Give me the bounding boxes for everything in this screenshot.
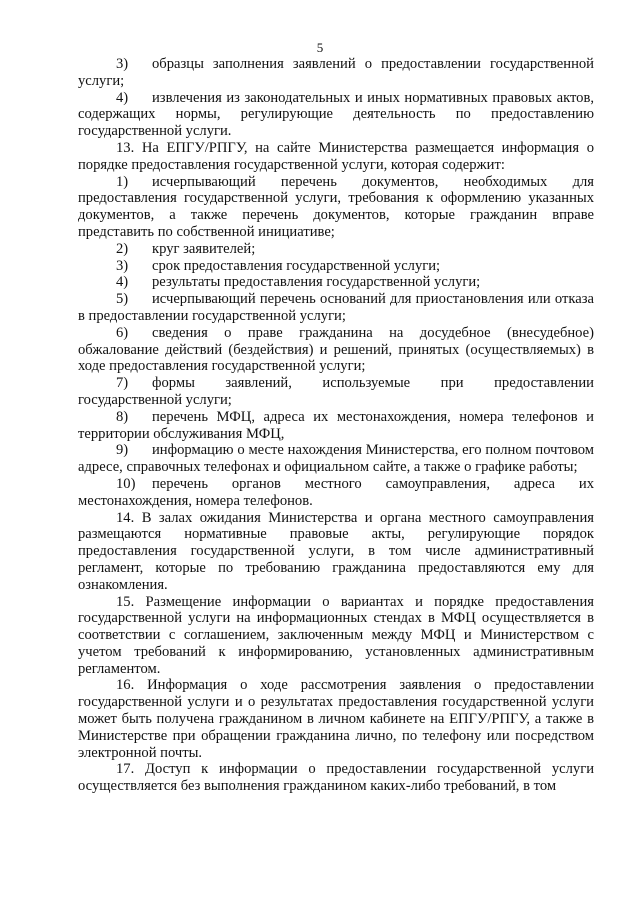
list-item-number: 10) (116, 475, 136, 492)
list-item (78, 325, 594, 375)
page-number: 5 (316, 40, 324, 55)
list-item-number: 4) (116, 274, 129, 291)
list-item-text: круг заявителей; (152, 240, 256, 257)
list-item-text: информацию о месте нахождения Министерства, его полном почтовом адресе, справочных телефонах и официальном сайте, а также о графике работы; (78, 442, 594, 476)
list-item-text: сведения о праве гражданина на досудебное (внесудебное) обжалование действий (бездействия) и решений, принятых (осуществляемых) в ходе предоставления государственной услуги; (78, 324, 594, 375)
list-item-text: перечень органов местного самоуправления, адреса их местонахождения, номера телефонов. (78, 475, 594, 509)
list-item (78, 174, 594, 241)
list-item (78, 375, 594, 409)
list-item-number: 8) (116, 408, 129, 425)
list-item-number: 5) (116, 291, 129, 308)
list-item-text: срок предоставления государственной услуги; (152, 257, 441, 274)
paragraph-17: 17. Доступ к информации о предоставлении государственной услуги осуществляется без выполнения гражданином каких-либо требований, в том (78, 761, 594, 795)
list-item-text: формы заявлений, используемые при предоставлении государственной услуги; (78, 375, 594, 408)
list-item-number: 3) (116, 56, 129, 72)
list-item (78, 56, 594, 90)
list-item-number: 9) (116, 442, 129, 459)
document-body (78, 56, 594, 795)
list-item-text: перечень МФЦ, адреса их местонахождения, номера телефонов и территории обслуживания МФЦ, (78, 408, 594, 442)
list-item-text: исчерпывающий перечень оснований для приостановления или отказа в предоставлении государственной услуги; (78, 291, 594, 324)
list-item-number: 2) (116, 240, 129, 257)
list-item-number: 4) (116, 89, 129, 106)
list-item (78, 274, 594, 291)
list-item (78, 476, 594, 510)
paragraph-16: 16. Информация о ходе рассмотрения заявления о предоставлении государственной услуги и о результатах предоставления государственной услуги может быть получена гражданином в личном кабинете на ЕПГУ/РПГУ, а также в Министерстве при обращении гражданина лично, по телефону или посредством электронной почты. (78, 677, 594, 761)
list-item (78, 258, 594, 275)
list-item-text: извлечения из законодательных и иных нормативных правовых актов, содержащих нормы, регулирующие деятельность по предоставлению государственной услуги. (78, 89, 594, 140)
list-item-number: 7) (116, 375, 129, 392)
paragraph-13: 13. На ЕПГУ/РПГУ, на сайте Министерства размещается информация о порядке предоставления государственной услуги, которая содержит: (78, 139, 594, 173)
paragraph-14: 14. В залах ожидания Министерства и органа местного самоуправления размещаются нормативные правовые акты, регулирующие порядок предоставления государственной услуги, в том числе административный регламент, которые по требованию гражданина предоставляются ему для ознакомления. (78, 509, 594, 593)
list-item (78, 442, 594, 476)
list-item (78, 90, 594, 140)
list-item (78, 241, 594, 258)
list-item-number: 1) (116, 173, 129, 190)
list-item-text: образцы заполнения заявлений о предоставлении государственной услуги; (78, 56, 594, 89)
paragraph-15: 15. Размещение информации о вариантах и порядке предоставления государственной услуги на информационных стендах в МФЦ осуществляется в соответствии с соглашением, заключенным между МФЦ и Министерством с учетом требований к информированию, установленных административным регламентом. (78, 593, 594, 677)
list-item-text: исчерпывающий перечень документов, необходимых для предоставления государственной услуги, требования к оформлению указанных документов, а также перечень документов, которые гражданин вправе представить по собственной инициативе; (78, 173, 594, 240)
list-item-number: 6) (116, 324, 129, 341)
list-item (78, 291, 594, 325)
list-item-number: 3) (116, 257, 129, 274)
list-item (78, 409, 594, 443)
list-item-text: результаты предоставления государственной услуги; (152, 274, 481, 291)
